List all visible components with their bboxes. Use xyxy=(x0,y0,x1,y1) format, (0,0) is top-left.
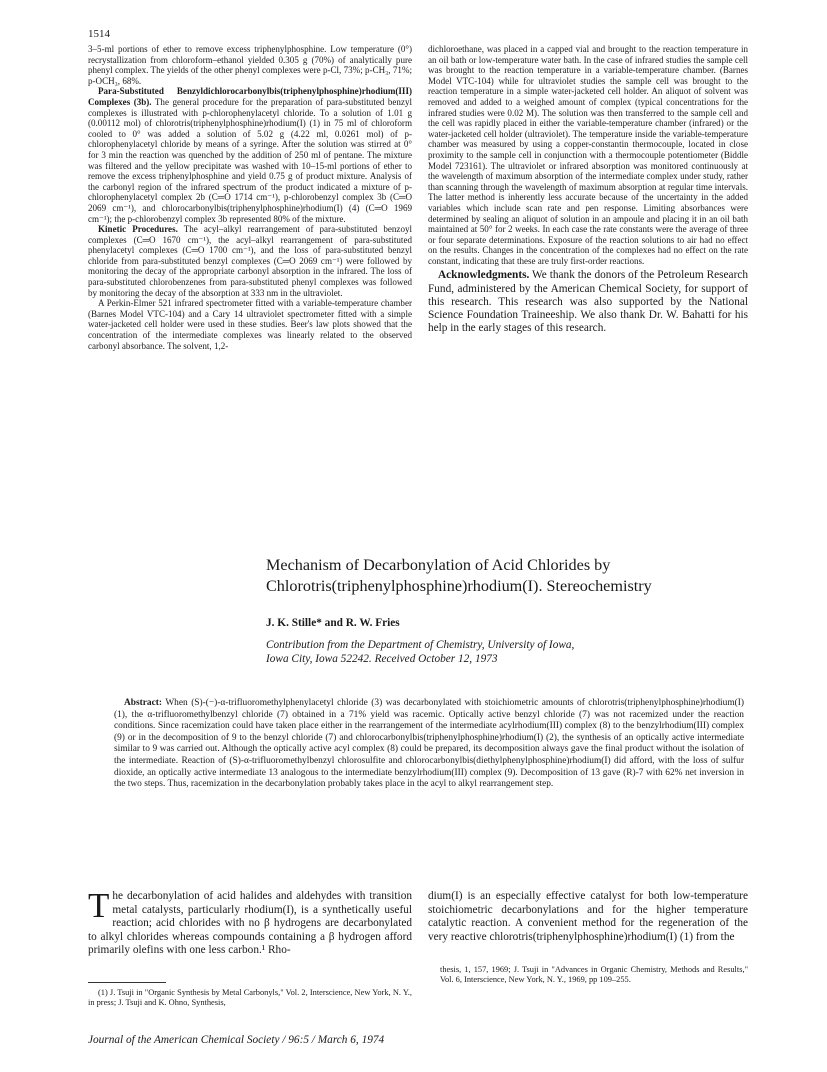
title-line: Mechanism of Decarbonylation of Acid Chlorides by xyxy=(266,556,611,574)
paragraph-text: The acyl–alkyl rearrangement of para-substituted benzoyl complexes (C═O 1670 cm⁻¹), the acyl–alkyl rearrangement of para-substituted phenylacetyl complexes (C═O 1700 cm⁻¹), and the loss of para-substituted benzyl chloride from para-substituted benzyl complexes (C═O 2069 cm⁻¹) were followed by monitoring the decay of the appropriate carbonyl absorption in the infrared. The loss of para-substituted chlorobenzenes from para-substituted phenyl complexes was followed by monitoring the decay of the absorption at 333 nm in the ultraviolet. xyxy=(88,224,413,298)
page-number: 1514 xyxy=(88,28,110,40)
drop-cap: T xyxy=(88,886,110,925)
left-column-top xyxy=(88,44,412,351)
paragraph: A Perkin-Elmer 521 infrared spectrometer fitted with a variable-temperature chamber (Barnes Model VTC-104) and a Cary 14 ultraviolet spectrometer fitted with a simple water-jacketed cell holder were used in these studies. Beer's law plots showed that the concentration of the intermediate complexes was linearly related to the observed carbonyl absorbance. The solvent, 1,2- xyxy=(88,298,412,351)
affiliation-line: Contribution from the Department of Chemistry, University of Iowa, xyxy=(266,639,575,651)
run-in-heading: Kinetic Procedures. xyxy=(98,224,178,235)
footnote-rule xyxy=(88,982,166,983)
abstract-label: Abstract: xyxy=(124,698,163,708)
paragraph: dichloroethane, was placed in a capped vial and brought to the reaction temperature in an oil bath or low-temperature water bath. In the case of infrared studies the sample cell was brought to the reaction temperature in a variable-temperature chamber. (Barnes Model VTC-104) while for ultraviolet studies the sample cell was brought to the reaction temperature in a simple water-jacketed cell holder. An aliquot of solvent was removed and added to a weighed amount of complex (typical concentrations for the infrared studies were 0.02 M). The solution was then transferred to the sample cell and the cell was rapidly placed in either the variable-temperature chamber (infrared) or the water-jacketed cell holder (ultraviolet). The temperature inside the variable-temperature chamber was measured by using a copper-constantin thermocouple, located in close proximity to the sample cell in conjunction with a thermocouple potentiometer (Biddle Model 723161). The ultraviolet or infrared absorption was monitored continuously at the wavelength of maximum absorption of the intermediate complex under study, rather than scanning through the wavelength of maximum absorption at regular time intervals. The latter method is inherently less accurate because of the uncertainty in the added variables which include scan rate and pen response. Limiting absorbances were determined by sealing an aliquot of solution in an ampoule and placing it in an oil bath maintained at 50° for 2 weeks. In each case the rate constants were the average of three or four separate determinations. Exposure of the reaction solutions to air had no effect on the results. Changes in the concentration of the complexes had no effect on the rate constant, indicating that these are truly first-order reactions. xyxy=(428,44,748,266)
paragraph: 3–5-ml portions of ether to remove excess triphenylphosphine. Low temperature (0°) recrystallization from chloroform–ethanol yielded 0.305 g (70%) of analytically pure phenyl complex. The yields of the other phenyl complexes were p-Cl, 73%; p-CH₃, 71%; p-OCH₃, 68%. xyxy=(88,44,412,86)
affiliation xyxy=(266,638,574,666)
intro-text: he decarbonylation of acid halides and aldehydes with transition metal catalysts, particularly rhodium(I), is a synthetically useful reaction; acid chlorides with no β hydrogens are decarbonylated to alkyl chlorides whereas compounds containing a β hydrogen afford primarily olefins with one less carbon.¹ Rho- xyxy=(88,890,412,957)
footnote-left xyxy=(88,988,412,1008)
footnote-text: (1) J. Tsuji in "Organic Synthesis by Metal Carbonyls," Vol. 2, Interscience, New York, N. Y., in press; J. Tsuji and K. Ohno, Synthesis, xyxy=(88,988,412,1007)
abstract-text: When (S)-(−)-α-trifluoromethylphenylacetyl chloride (3) was decarbonylated with stoichiometric amounts of chlorotris(triphenylphosphine)rhodium(I) (1), the α-trifluoromethylbenzyl chloride (7) obtained in a 71% yield was racemic. Optically active benzyl chloride (7) was not racemized under the reaction conditions. Since racemization could have taken place either in the rearrangement of the intermediate acylrhodium(III) complex (8) to the benzylrhodium(III) complex (9) or in the decomposition of 9 to the benzyl chloride (7) and chlorocarbonylbis(triphenylphosphine)rhodium(I) (2), the synthesis of an optically active intermediate similar to 9 was carried out. Although the optically active acyl complex (8) could be prepared, its decomposition always gave the final product without the isolation of the intermediate. Reaction of (S)-α-trifluoromethylbenzyl chlorosulfite and chlorocarbonylbis(diethylphenylphosphine)rhodium(I) did afford, with the loss of sulfur dioxide, an optically active intermediate 13 analogous to the intermediate benzylrhodium(III) complex (9). Decomposition of 13 gave (R)-7 with 62% net inversion in the two steps. Thus, racemization in the decarbonylation probably takes place in the acyl to alkyl rearrangement step. xyxy=(114,698,744,790)
run-in-heading: Acknowledgments. xyxy=(438,269,530,282)
paragraph-text: We thank the donors of the Petroleum Research Fund, administered by the American Chemical Society, for support of this research. This research was also supported by the National Science Foundation Traineeship. We also thank Dr. W. Bahatti for his help in the early stages of this research. xyxy=(428,269,748,335)
article-title xyxy=(266,555,766,597)
right-column-top xyxy=(428,44,748,335)
run-in-heading: Para-Substituted Benzyldichlorocarbonylbis(triphenylphosphine)rhodium(III) Complexes (3b). xyxy=(88,86,412,107)
paragraph xyxy=(88,224,412,298)
title-line: Chlorotris(triphenylphosphine)rhodium(I). Stereochemistry xyxy=(266,577,652,595)
paragraph xyxy=(88,86,412,224)
affiliation-line: Iowa City, Iowa 52242. Received October 12, 1973 xyxy=(266,653,498,665)
paragraph-text: The general procedure for the preparation of para-substituted benzyl complexes is illustrated with p-chlorophenylacetyl chloride. To a solution of 1.01 g (0.00112 mol) of chlorotris(triphenylphosphine)rhodium(I) (1) in 75 ml of chloroform cooled to 0° was added a solution of 5.02 g (4.22 ml, 0.0261 mol) of p-chlorophenylacetyl chloride by means of a syringe. After the solution was stirred at 0° for 3 min the reaction was quenched by the addition of 250 ml of pentane. The mixture was filtered and the yellow precipitate was washed with 10–15-ml portions of ether to remove the excess triphenylphosphine and yield 0.75 g of product mixture. Analysis of the carbonyl region of the infrared spectrum of the product indicated a mixture of p-chlorophenylacetyl complex 2b (C═O 1714 cm⁻¹), p-chlorobenzyl complex 3b (C═O 2069 cm⁻¹), and chlorocarbonylbis(triphenylphosphine)rhodium(I) (4) (C═O 1969 cm⁻¹); the p-chlorobenzyl complex 3b represented 80% of the mixture. xyxy=(88,96,412,224)
abstract xyxy=(114,698,744,791)
footnote-right: thesis, 1, 157, 1969; J. Tsuji in "Advances in Organic Chemistry, Methods and Results," Vol. 6, Interscience, New York, N. Y., 1969, pp 109–255. xyxy=(440,965,748,984)
authors: J. K. Stille* and R. W. Fries xyxy=(266,617,400,629)
abstract-paragraph xyxy=(114,698,744,791)
acknowledgments xyxy=(428,269,748,335)
intro-right-column: dium(I) is an especially effective catalyst for both low-temperature stoichiometric decarbonylations and for the higher temperature catalytic reaction. A convenient method for the regeneration of the very reactive chlorotris(triphenylphosphine)rhodium(I) (1) from the xyxy=(428,890,748,943)
journal-footer: Journal of the American Chemical Society / 96:5 / March 6, 1974 xyxy=(88,1034,385,1046)
intro-left-column xyxy=(88,886,412,958)
